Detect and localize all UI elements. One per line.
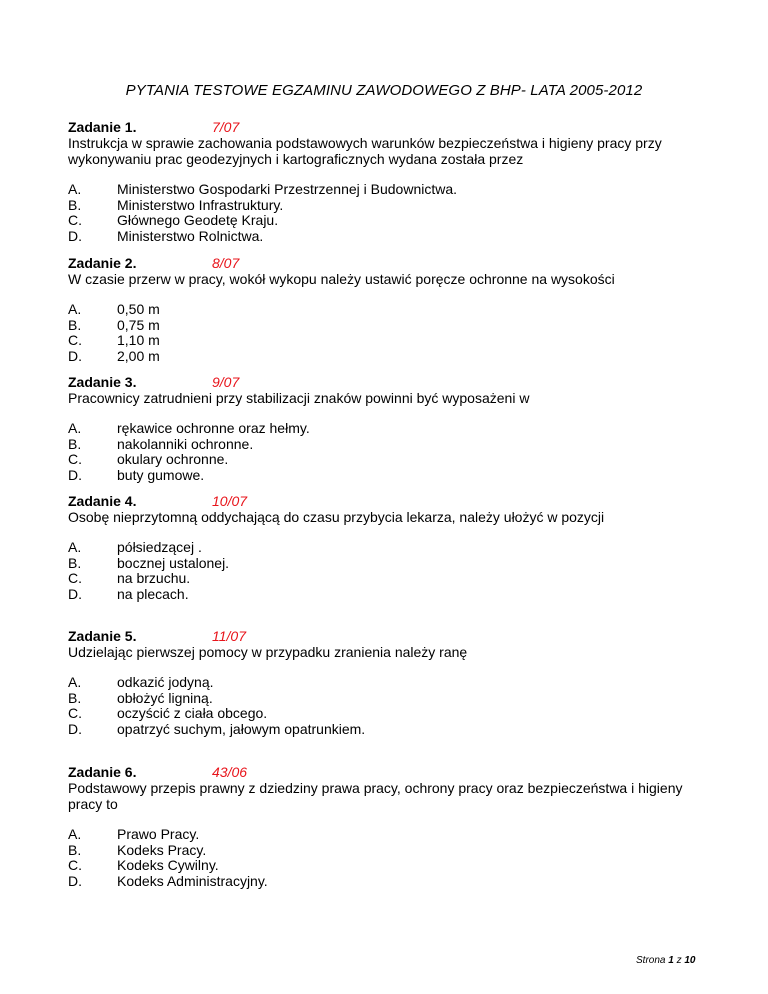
option-text: Ministerstwo Infrastruktury. bbox=[117, 196, 284, 213]
task-code: 7/07 bbox=[212, 119, 240, 135]
task-label: Zadanie 6. bbox=[68, 764, 137, 780]
option-letter: A. bbox=[68, 674, 82, 690]
question-text: Pracownicy zatrudnieni przy stabilizacji znaków powinni być wyposażeni w bbox=[68, 390, 530, 406]
option-letter: D. bbox=[68, 872, 82, 889]
option-text: Głównego Geodetę Kraju. bbox=[117, 212, 279, 228]
answer-option bbox=[68, 539, 728, 555]
answer-option bbox=[68, 348, 728, 364]
answer-option bbox=[68, 181, 728, 197]
answer-options bbox=[68, 420, 728, 482]
task-code: 43/06 bbox=[212, 764, 248, 780]
answer-option bbox=[68, 873, 728, 889]
answer-option bbox=[68, 674, 728, 690]
option-text: półsiedzącej . bbox=[117, 539, 202, 555]
task-label: Zadanie 2. bbox=[68, 255, 137, 271]
task-header bbox=[68, 119, 728, 135]
question-text: wykonywaniu prac geodezyjnych i kartograficznych wydana została przez bbox=[68, 151, 524, 167]
option-text: odkazić jodyną. bbox=[117, 674, 214, 690]
option-text: okulary ochronne. bbox=[117, 451, 229, 467]
option-text: nakolanniki ochronne. bbox=[117, 435, 254, 452]
answer-options bbox=[68, 181, 728, 243]
question-text: Osobę nieprzytomną oddychającą do czasu przybycia lekarza, należy ułożyć w pozycji bbox=[68, 509, 605, 525]
question-text: Udzielając pierwszej pomocy w przypadku zranienia należy ranę bbox=[68, 644, 468, 660]
option-text: Ministerstwo Gospodarki Przestrzennej i Budownictwa. bbox=[117, 181, 458, 197]
option-letter: C. bbox=[68, 705, 82, 721]
option-text: Kodeks Administracyjny. bbox=[117, 872, 268, 889]
answer-option bbox=[68, 690, 728, 706]
task-header bbox=[68, 255, 728, 271]
task-label: Zadanie 1. bbox=[68, 119, 137, 135]
task-block bbox=[68, 374, 728, 482]
task-block bbox=[68, 255, 728, 363]
answer-option bbox=[68, 301, 728, 317]
task-label: Zadanie 5. bbox=[68, 628, 137, 644]
option-letter: A. bbox=[68, 539, 82, 555]
task-header bbox=[68, 374, 728, 390]
option-text: bocznej ustalonej. bbox=[117, 554, 230, 571]
option-letter: B. bbox=[68, 196, 82, 213]
option-letter: D. bbox=[68, 347, 82, 364]
option-letter: B. bbox=[68, 841, 82, 858]
document-title: PYTANIA TESTOWE EGZAMINU ZAWODOWEGO Z BHP- LATA 2005-2012 bbox=[125, 82, 643, 99]
answer-options bbox=[68, 826, 728, 888]
answer-option bbox=[68, 586, 728, 602]
option-letter: D. bbox=[68, 466, 82, 483]
answer-option bbox=[68, 436, 728, 452]
task-label: Zadanie 3. bbox=[68, 374, 137, 390]
task-block bbox=[68, 628, 728, 736]
answer-option bbox=[68, 555, 728, 571]
option-text: oczyścić z ciała obcego. bbox=[117, 705, 268, 721]
option-letter: B. bbox=[68, 554, 82, 571]
answer-option bbox=[68, 317, 728, 333]
option-text: 1,10 m bbox=[117, 332, 160, 348]
answer-option bbox=[68, 826, 728, 842]
answer-option bbox=[68, 467, 728, 483]
option-letter: B. bbox=[68, 316, 82, 333]
option-letter: B. bbox=[68, 689, 82, 706]
task-block bbox=[68, 119, 728, 243]
option-text: na plecach. bbox=[117, 585, 189, 602]
question-text: pracy to bbox=[68, 796, 118, 812]
option-text: Kodeks Cywilny. bbox=[117, 857, 219, 873]
option-letter: D. bbox=[68, 227, 82, 244]
question-text: Podstawowy przepis prawny z dziedziny prawa pracy, ochrony pracy oraz bezpieczeństwa i higieny bbox=[68, 780, 683, 796]
option-text: Ministerstwo Rolnictwa. bbox=[117, 227, 264, 244]
option-text: 0,75 m bbox=[117, 316, 160, 333]
answer-option bbox=[68, 721, 728, 737]
answer-option bbox=[68, 451, 728, 467]
question-text: W czasie przerw w pracy, wokół wykopu należy ustawić poręcze ochronne na wysokości bbox=[68, 271, 615, 287]
answer-option bbox=[68, 228, 728, 244]
option-text: obłożyć ligniną. bbox=[117, 689, 213, 706]
task-code: 8/07 bbox=[212, 255, 240, 271]
footer-page-number: 1 bbox=[668, 955, 674, 966]
task-header bbox=[68, 493, 728, 509]
option-letter: C. bbox=[68, 332, 82, 348]
option-letter: B. bbox=[68, 435, 82, 452]
option-text: 0,50 m bbox=[117, 301, 160, 317]
option-letter: C. bbox=[68, 857, 82, 873]
task-label: Zadanie 4. bbox=[68, 493, 137, 509]
answer-option bbox=[68, 857, 728, 873]
option-text: na brzuchu. bbox=[117, 570, 191, 586]
footer-page-total: 10 bbox=[684, 955, 696, 966]
task-header bbox=[68, 628, 728, 644]
option-text: 2,00 m bbox=[117, 347, 160, 364]
answer-option bbox=[68, 332, 728, 348]
task-block bbox=[68, 493, 728, 601]
footer-prefix: Strona bbox=[636, 955, 666, 966]
option-letter: C. bbox=[68, 451, 82, 467]
footer-separator: z bbox=[676, 955, 682, 966]
answer-option bbox=[68, 705, 728, 721]
answer-option bbox=[68, 842, 728, 858]
answer-option bbox=[68, 197, 728, 213]
answer-option bbox=[68, 212, 728, 228]
option-text: buty gumowe. bbox=[117, 466, 205, 483]
task-block bbox=[68, 764, 728, 888]
option-letter: A. bbox=[68, 181, 82, 197]
task-code: 10/07 bbox=[212, 493, 248, 509]
option-text: Prawo Pracy. bbox=[117, 826, 200, 842]
option-letter: D. bbox=[68, 585, 82, 602]
task-code: 11/07 bbox=[212, 628, 246, 644]
answer-option bbox=[68, 420, 728, 436]
option-text: rękawice ochronne oraz hełmy. bbox=[117, 420, 310, 436]
task-header bbox=[68, 764, 728, 780]
option-letter: C. bbox=[68, 212, 82, 228]
option-letter: C. bbox=[68, 570, 82, 586]
question-text: Instrukcja w sprawie zachowania podstawowych warunków bezpieczeństwa i higieny pracy przy bbox=[68, 135, 662, 151]
task-code: 9/07 bbox=[212, 374, 240, 390]
answer-option bbox=[68, 570, 728, 586]
answer-options bbox=[68, 301, 728, 363]
option-letter: A. bbox=[68, 301, 82, 317]
page-footer bbox=[636, 955, 696, 966]
answer-options bbox=[68, 674, 728, 736]
option-letter: A. bbox=[68, 826, 82, 842]
option-letter: D. bbox=[68, 720, 82, 737]
option-text: opatrzyć suchym, jałowym opatrunkiem. bbox=[117, 720, 366, 737]
option-letter: A. bbox=[68, 420, 82, 436]
answer-options bbox=[68, 539, 728, 601]
option-text: Kodeks Pracy. bbox=[117, 841, 207, 858]
